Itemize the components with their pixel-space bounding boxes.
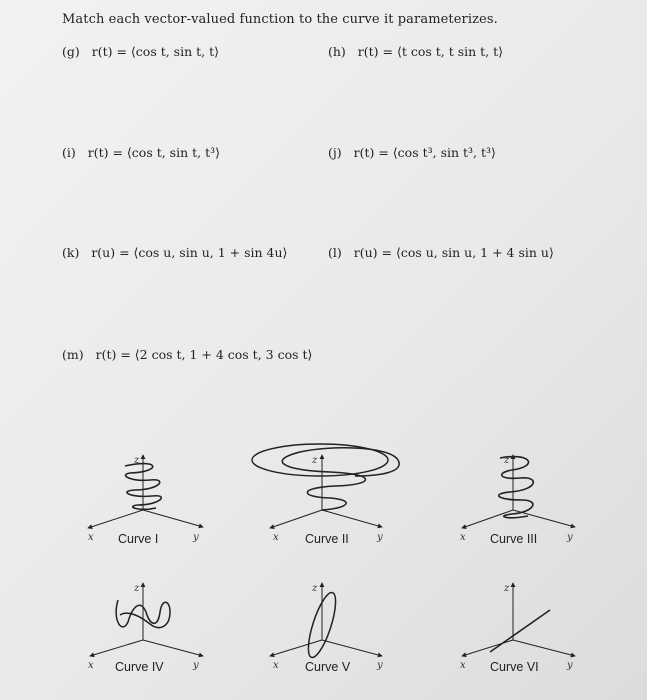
curve-i-caption: Curve I	[118, 532, 159, 546]
problem-equation: r(u) = ⟨cos u, sin u, 1 + sin 4u⟩	[91, 245, 288, 260]
curve-iv-plot	[90, 583, 203, 656]
x-axis-label: x	[460, 660, 466, 671]
x-axis-label: x	[273, 532, 279, 543]
x-axis	[270, 640, 322, 656]
x-axis-label: x	[460, 532, 466, 543]
x-axis	[462, 640, 513, 656]
z-axis-label: z	[504, 583, 510, 594]
y-axis-label: y	[567, 532, 573, 543]
problem-label: (m)	[62, 347, 84, 362]
curve-i-plot	[88, 455, 203, 528]
problem-equation: r(t) = ⟨cos t, sin t, t⟩	[91, 44, 219, 59]
curve-iii-plot	[462, 455, 575, 528]
curve-ii-plot	[252, 444, 399, 528]
problem-equation: r(u) = ⟨cos u, sin u, 1 + 4 sin u⟩	[353, 245, 554, 260]
z-axis-label: z	[134, 583, 140, 594]
x-axis-label: x	[88, 532, 94, 543]
y-axis-label: y	[193, 660, 199, 671]
curve-v-caption: Curve V	[305, 660, 351, 674]
y-axis	[322, 510, 382, 527]
y-axis-label: y	[567, 660, 573, 671]
z-axis-label: z	[134, 455, 140, 466]
z-axis-label: z	[504, 455, 510, 466]
y-axis	[143, 510, 203, 527]
curve-vi-caption: Curve VI	[490, 660, 539, 674]
problem-label: (k)	[62, 245, 80, 260]
z-axis-label: z	[312, 455, 318, 466]
problem-equation: r(t) = ⟨t cos t, t sin t, t⟩	[357, 44, 504, 59]
problem-equation: r(t) = ⟨cos t, sin t, t³⟩	[87, 145, 221, 160]
problem-equation: r(t) = ⟨cos t³, sin t³, t³⟩	[353, 145, 496, 160]
curve-iv-caption: Curve IV	[115, 660, 164, 674]
problem-label: (h)	[328, 44, 346, 59]
curve-vi-plot	[462, 583, 575, 656]
y-axis-label: y	[377, 532, 383, 543]
x-axis	[462, 510, 513, 528]
curve-ii-caption: Curve II	[305, 532, 349, 546]
x-axis	[90, 640, 143, 656]
problem-label: (j)	[328, 145, 342, 160]
y-axis	[322, 640, 382, 656]
x-axis-label: x	[273, 660, 279, 671]
problem-label: (i)	[62, 145, 76, 160]
spiral-curve	[282, 448, 399, 510]
curve-v-plot	[270, 583, 382, 660]
y-axis-label: y	[193, 532, 199, 543]
x-axis	[270, 510, 322, 528]
y-axis-label: y	[377, 660, 383, 671]
y-axis	[143, 640, 203, 656]
page-title: Match each vector-valued function to the curve it parameterizes.	[62, 12, 498, 27]
line-segment-curve	[490, 610, 550, 652]
z-axis-label: z	[312, 583, 318, 594]
problem-label: (g)	[62, 44, 80, 59]
x-axis-label: x	[88, 660, 94, 671]
curve-iii-caption: Curve III	[490, 532, 538, 546]
y-axis	[513, 640, 575, 656]
x-axis	[88, 510, 143, 528]
problem-label: (l)	[328, 245, 342, 260]
problem-equation: r(t) = ⟨2 cos t, 1 + 4 cos t, 3 cos t⟩	[95, 347, 313, 362]
